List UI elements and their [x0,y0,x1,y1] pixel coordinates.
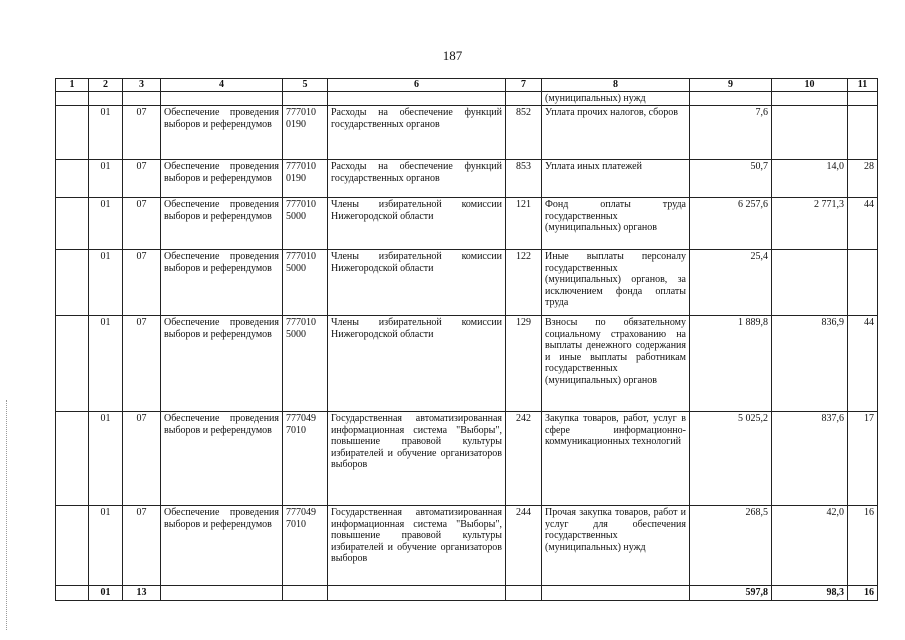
table-row-col-1 [56,160,89,198]
table-row-col-9: 7,6 [690,106,772,160]
total-row-col-1 [56,586,89,601]
table-row-col-5: 777049 7010 [283,412,328,506]
column-header-8: 8 [542,79,690,92]
continuation-row-col-10 [772,91,848,106]
table-row-col-2: 01 [89,106,123,160]
table-row-col-7: 853 [506,160,542,198]
continuation-row-col-8: (муниципальных) нужд [542,91,690,106]
table-row-col-4: Обеспечение проведения выборов и референдумов [161,250,283,316]
column-header-3: 3 [123,79,161,92]
total-row-col-7 [506,586,542,601]
table-row [56,412,878,506]
table-row-col-10: 2 771,3 [772,198,848,250]
table-row-col-1 [56,250,89,316]
table-row-col-8: Закупка товаров, работ, услуг в сфере информационно-коммуникационных технологий [542,412,690,506]
table-row-col-3: 07 [123,198,161,250]
continuation-row-col-5 [283,91,328,106]
table-row-col-7: 122 [506,250,542,316]
table-row-col-8: Взносы по обязательному социальному страхованию на выплаты денежного содержания и иные выплаты работникам государственных (муниципальных) органов [542,316,690,412]
table-row-col-3: 07 [123,316,161,412]
table-row-col-6: Расходы на обеспечение функций государственных органов [328,106,506,160]
column-header-4: 4 [161,79,283,92]
table-row-col-10 [772,106,848,160]
table-row-col-7: 129 [506,316,542,412]
table-row-col-4: Обеспечение проведения выборов и референдумов [161,198,283,250]
total-row-col-6 [328,586,506,601]
total-row-col-3: 13 [123,586,161,601]
table-row-col-2: 01 [89,506,123,586]
table-row-col-6: Члены избирательной комиссии Нижегородской области [328,316,506,412]
page-number: 187 [442,48,463,63]
total-row-col-9: 597,8 [690,586,772,601]
table-row-col-4: Обеспечение проведения выборов и референдумов [161,316,283,412]
table-row-col-11: 44 [848,316,878,412]
table-row-col-4: Обеспечение проведения выборов и референдумов [161,106,283,160]
table-row-col-4: Обеспечение проведения выборов и референдумов [161,506,283,586]
table-row-col-11 [848,250,878,316]
table-row-col-11: 44 [848,198,878,250]
table-row-col-2: 01 [89,316,123,412]
table-row-col-10: 42,0 [772,506,848,586]
table-row-col-3: 07 [123,250,161,316]
total-row-col-5 [283,586,328,601]
table-row-col-8: Прочая закупка товаров, работ и услуг для обеспечения государственных (муниципальных) нужд [542,506,690,586]
table-row-col-10: 837,6 [772,412,848,506]
budget-table [55,78,878,601]
table-row-col-7: 121 [506,198,542,250]
column-header-9: 9 [690,79,772,92]
table-row-col-11: 16 [848,506,878,586]
table-row-col-11: 17 [848,412,878,506]
table-row-col-5: 777010 0190 [283,106,328,160]
table-row-col-6: Государственная автоматизированная информационная система "Выборы", повышение правовой культуры избирателей и обучение организаторов выборов [328,506,506,586]
table-row-col-1 [56,412,89,506]
table-row-col-5: 777010 5000 [283,250,328,316]
table-row [56,160,878,198]
table-row-col-8: Фонд оплаты труда государственных (муниципальных) органов [542,198,690,250]
total-row-col-2: 01 [89,586,123,601]
table-row-col-9: 268,5 [690,506,772,586]
total-row-col-8 [542,586,690,601]
table-row-col-6: Члены избирательной комиссии Нижегородской области [328,198,506,250]
column-header-11: 11 [848,79,878,92]
table-row-col-7: 242 [506,412,542,506]
table-row-col-1 [56,316,89,412]
table-row-col-8: Уплата иных платежей [542,160,690,198]
table-row-col-3: 07 [123,412,161,506]
table-row-col-11 [848,106,878,160]
table-row-col-3: 07 [123,160,161,198]
table-row-col-4: Обеспечение проведения выборов и референдумов [161,412,283,506]
table-row [56,506,878,586]
table-row [56,250,878,316]
table-row [56,106,878,160]
column-header-2: 2 [89,79,123,92]
column-header-5: 5 [283,79,328,92]
table-row-col-2: 01 [89,198,123,250]
table-row-col-7: 852 [506,106,542,160]
continuation-row-col-9 [690,91,772,106]
table-row-col-3: 07 [123,506,161,586]
table-row-col-9: 5 025,2 [690,412,772,506]
table-row-col-2: 01 [89,412,123,506]
total-row-col-4 [161,586,283,601]
column-header-1: 1 [56,79,89,92]
table-row-col-10: 14,0 [772,160,848,198]
table-row-col-9: 25,4 [690,250,772,316]
table-body [56,91,878,600]
continuation-row [56,91,878,106]
table-row-col-1 [56,106,89,160]
table-row-col-9: 6 257,6 [690,198,772,250]
total-row-col-10: 98,3 [772,586,848,601]
column-header-10: 10 [772,79,848,92]
continuation-row-col-2 [89,91,123,106]
table-row-col-4: Обеспечение проведения выборов и референдумов [161,160,283,198]
table-row-col-6: Государственная автоматизированная информационная система "Выборы", повышение правовой культуры избирателей и обучение организаторов выборов [328,412,506,506]
table-row-col-2: 01 [89,250,123,316]
table-row-col-6: Расходы на обеспечение функций государственных органов [328,160,506,198]
header-row [56,79,878,92]
continuation-row-col-6 [328,91,506,106]
continuation-row-col-3 [123,91,161,106]
table-row-col-2: 01 [89,160,123,198]
continuation-row-col-4 [161,91,283,106]
table-row-col-11: 28 [848,160,878,198]
total-row-col-11: 16 [848,586,878,601]
table-row-col-8: Уплата прочих налогов, сборов [542,106,690,160]
table-row [56,316,878,412]
table-row-col-6: Члены избирательной комиссии Нижегородской области [328,250,506,316]
table-row-col-9: 1 889,8 [690,316,772,412]
column-header-7: 7 [506,79,542,92]
table-row-col-3: 07 [123,106,161,160]
table-row-col-8: Иные выплаты персоналу государственных (муниципальных) органов, за исключением фонда оплаты труда [542,250,690,316]
total-row [56,586,878,601]
table-row-col-10 [772,250,848,316]
column-header-6: 6 [328,79,506,92]
table-row-col-5: 777010 5000 [283,198,328,250]
continuation-row-col-7 [506,91,542,106]
table-row-col-7: 244 [506,506,542,586]
table-row-col-1 [56,198,89,250]
continuation-row-col-1 [56,91,89,106]
table-row-col-5: 777010 0190 [283,160,328,198]
continuation-row-col-11 [848,91,878,106]
table-row-col-5: 777049 7010 [283,506,328,586]
table-row-col-1 [56,506,89,586]
table-row-col-5: 777010 5000 [283,316,328,412]
table-row [56,198,878,250]
scan-margin-marks [6,400,9,630]
table-row-col-10: 836,9 [772,316,848,412]
table-row-col-9: 50,7 [690,160,772,198]
